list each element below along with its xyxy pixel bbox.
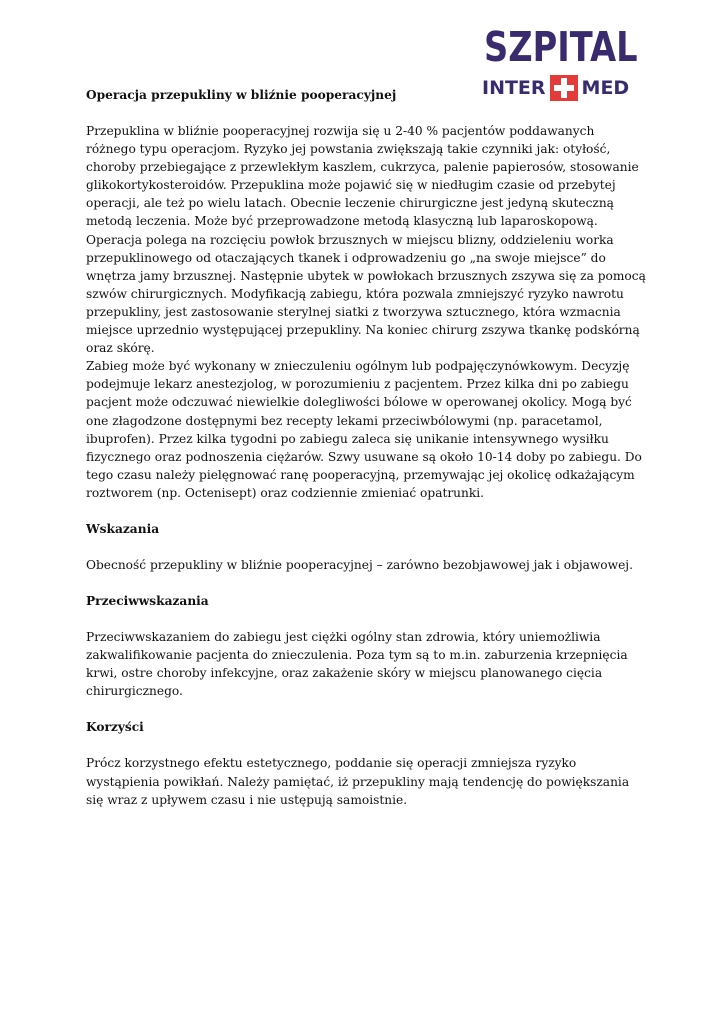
logo-line2-left: INTER xyxy=(482,77,546,99)
section-heading-przeciwwskazania: Przeciwwskazania xyxy=(86,594,209,609)
logo-line2-right: MED xyxy=(581,77,630,99)
section-heading-wskazania: Wskazania xyxy=(86,521,160,536)
section-text-korzysci: Prócz korzystnego efektu estetycznego, poddanie się operacji zmniejsza ryzyko wystąpienia powikłań. Należy pamiętać, iż przepukliny mają tendencję do powiększania się wraz z upływem czasu i nie ustępują samoistnie. xyxy=(86,756,630,807)
section-text-wskazania: Obecność przepukliny w bliźnie pooperacyjnej – zarówno bezobjawowej jak i objawowej. xyxy=(86,557,633,572)
section-text-przeciwwskazania: Przeciwwskazaniem do zabiegu jest ciężki ogólny stan zdrowia, który uniemożliwia zakwalifikowanie pacjenta do znieczulenia. Poza tym są to m.in. zaburzenia krzepnięcia krwi, ostre choroby infekcyjne, oraz zakażenie skóry w miejscu planowanego cięcia chirurgicznego. xyxy=(86,630,628,699)
document-body xyxy=(86,86,646,809)
intro-paragraph-1: Przepuklina w bliźnie pooperacyjnej rozwija się u 2-40 % pacjentów poddawanych różnego typu operacjom. Ryzyko jej powstania zwiększają takie czynniki jak: otyłość, choroby przebiegające z przewlekłym kaszlem, cukrzyca, palenie papierosów, stosowanie glikokortykosteroidów. Przepuklina może pojawić się w niedługim czasie od przebytej operacji, ale też po wielu latach. Obecnie leczenie chirurgiczne jest jedyną skuteczną metodą leczenia. Może być przeprowadzone metodą klasyczną lub laparoskopową. Operacja polega na rozcięciu powłok brzusznych w miejscu blizny, oddzieleniu worka przepuklinowego od otaczających tkanek i odprowadzeniu go „na swoje miejsce” do wnętrza jamy brzusznej. Następnie ubytek w powłokach brzusznych zszywa się za pomocą szwów chirurgicznych. Modyfikacją zabiegu, która pozwala zmniejszyć ryzyko nawrotu przepukliny, jest zastosowanie sterylnej siatki z tworzywa sztucznego, która wzmacnia miejsce uprzednio występującej przepukliny. Na koniec chirurg zszywa tkankę podskórną oraz skórę. xyxy=(86,124,646,356)
logo-line1: SZPITAL xyxy=(484,23,638,71)
intro-paragraph-2: Zabieg może być wykonany w znieczuleniu ogólnym lub podpajęczynówkowym. Decyzję podejmuje lekarz anestezjolog, w porozumieniu z pacjentem. Przez kilka dni po zabiegu pacjent może odczuwać niewielkie dolegliwości bólowe w operowanej okolicy. Mogą być one złagodzone dostępnymi bez recepty lekami przeciwbólowymi (np. paracetamol, ibuprofen). Przez kilka tygodni po zabiegu zaleca się unikanie intensywnego wysiłku fizycznego oraz podnoszenia ciężarów. Szwy usuwane są około 10-14 doby po zabiegu. Do tego czasu należy pielęgnować ranę pooperacyjną, przemywając jej okolicę odkażającym roztworem (np. Octenisept) oraz codziennie zmieniać opatrunki. xyxy=(86,359,642,500)
section-heading-korzysci: Korzyści xyxy=(86,720,144,735)
document-title: Operacja przepukliny w bliźnie pooperacyjnej xyxy=(86,88,397,102)
